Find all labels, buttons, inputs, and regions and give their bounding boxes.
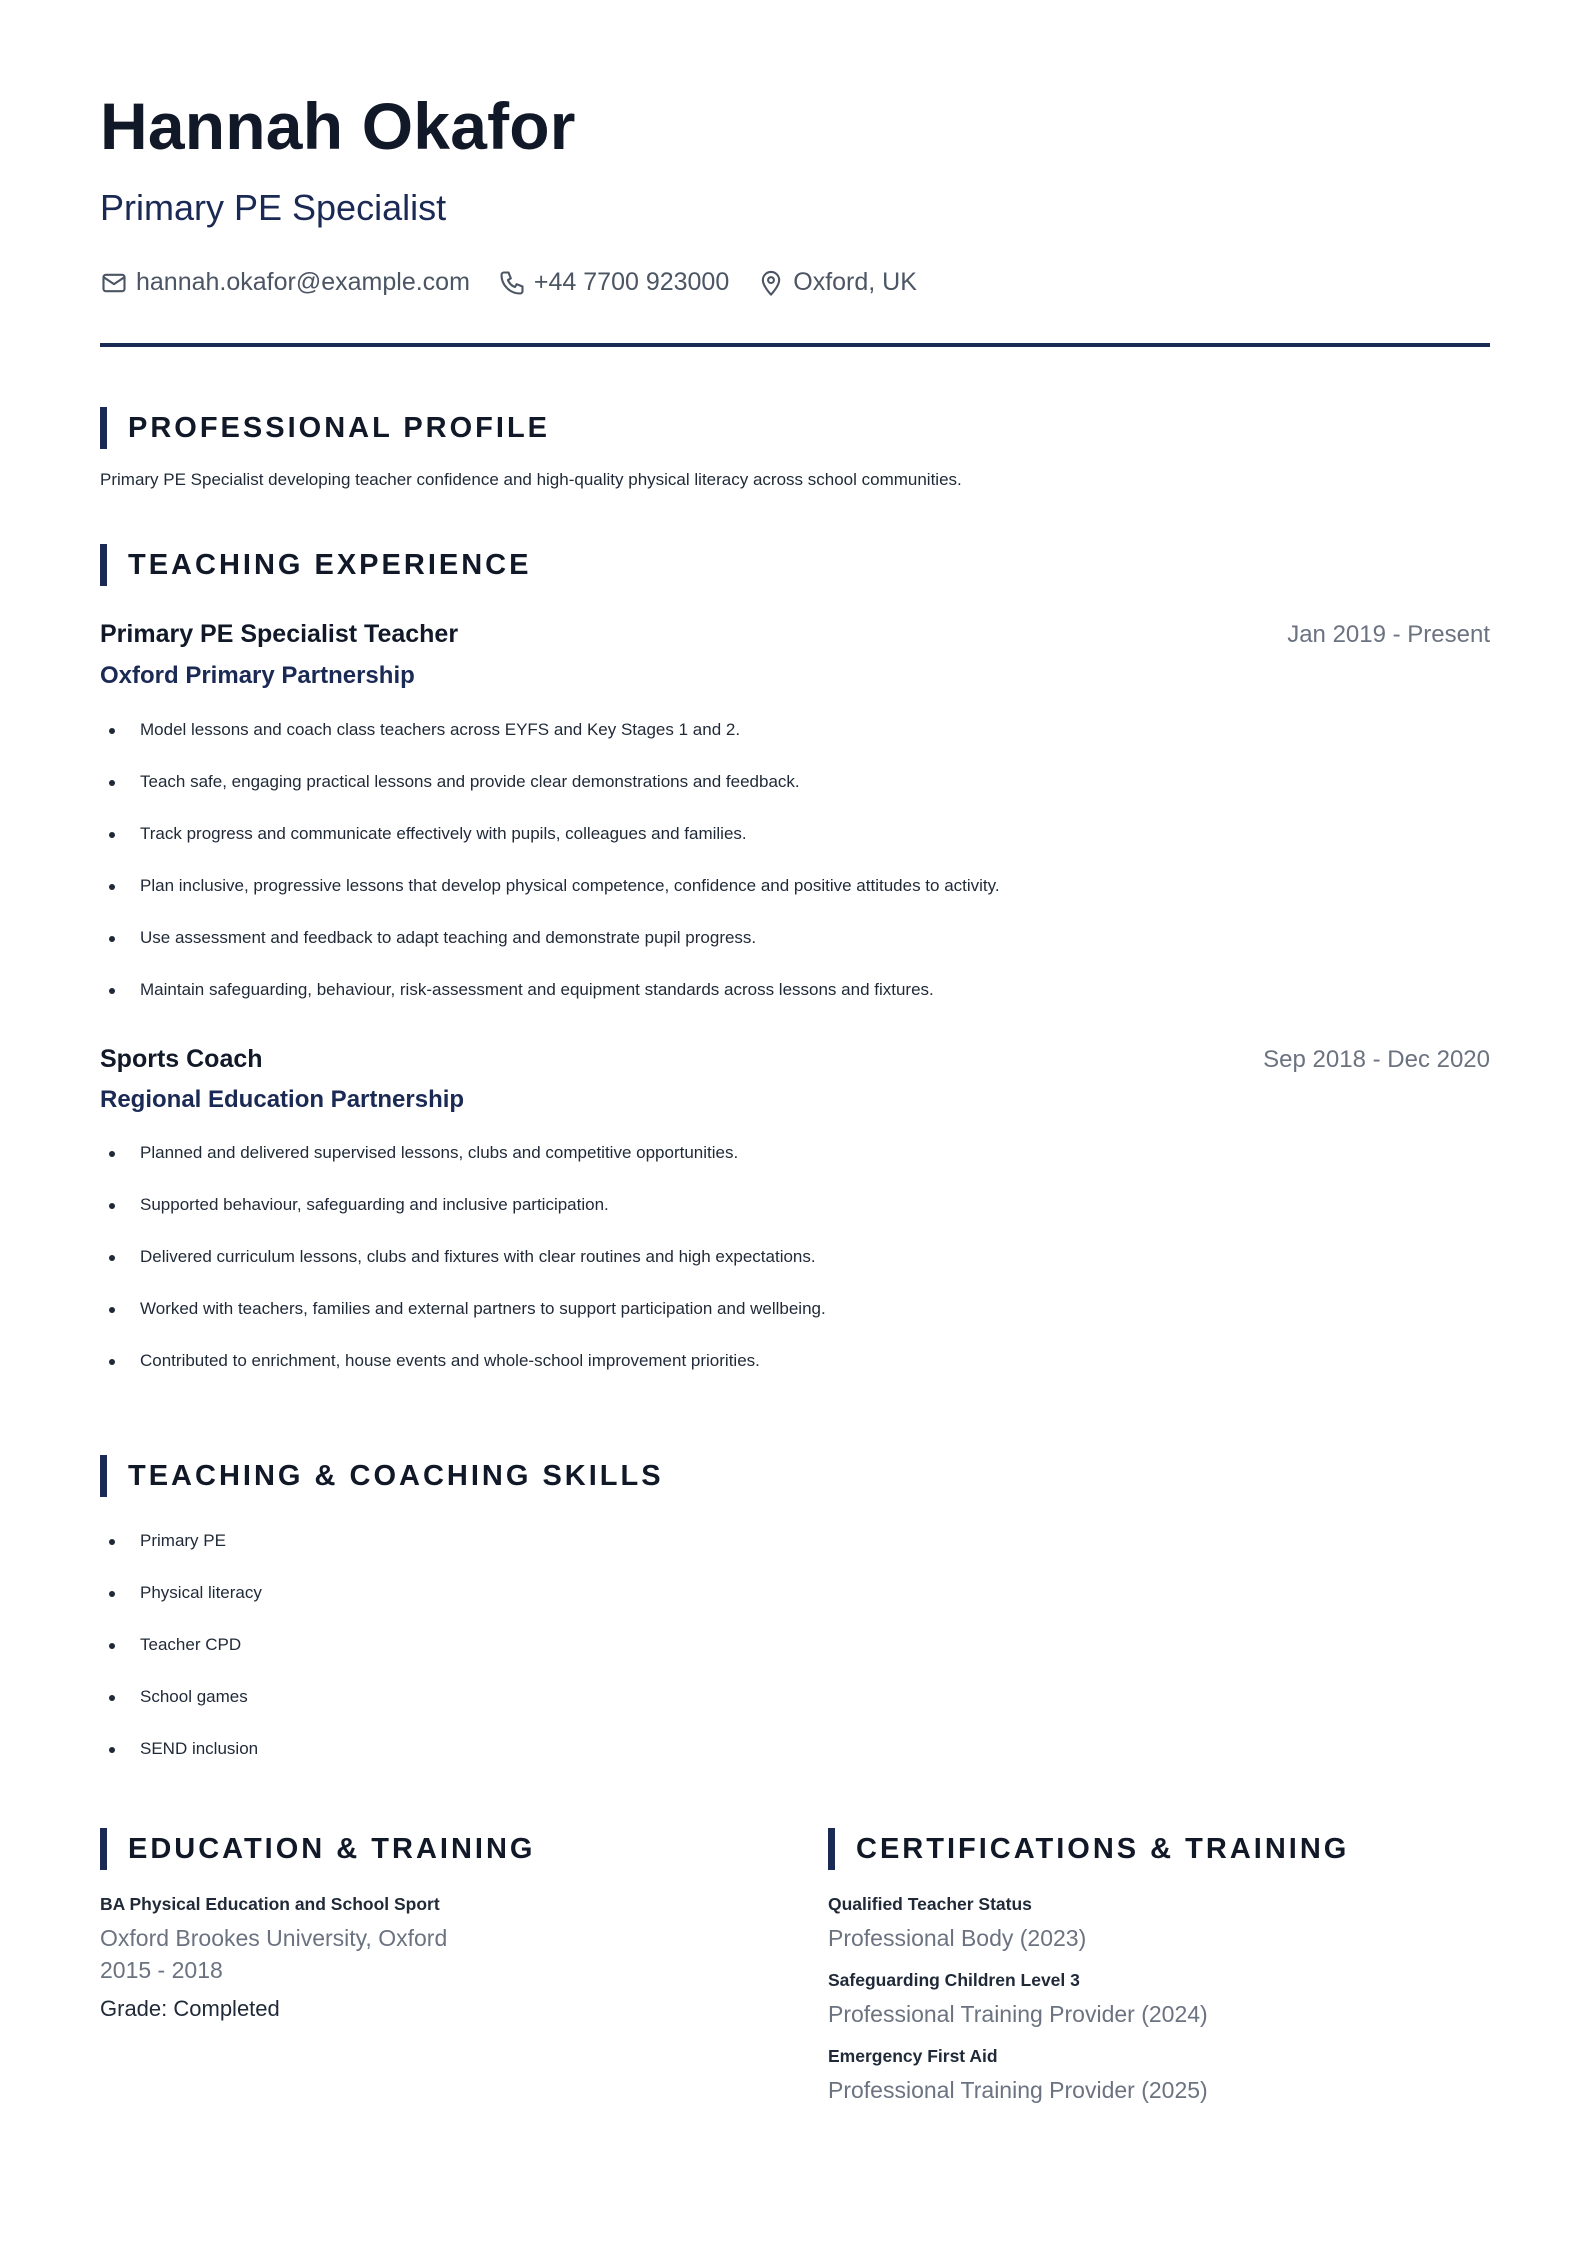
section-title: PROFESSIONAL PROFILE xyxy=(128,411,551,444)
education-years: 2015 - 2018 xyxy=(100,1957,223,1983)
job-title: Sports Coach xyxy=(100,1045,263,1073)
email-text: hannah.okafor@example.com xyxy=(136,268,470,296)
mail-icon xyxy=(100,269,128,297)
job-bullets xyxy=(100,1141,826,1401)
phone-icon xyxy=(498,269,526,297)
certification-name: Emergency First Aid xyxy=(828,2046,998,2066)
location-text: Oxford, UK xyxy=(793,268,917,296)
job-bullets xyxy=(100,718,1000,1030)
section-heading-experience xyxy=(100,544,531,586)
job-dates: Jan 2019 - Present xyxy=(1287,621,1490,648)
section-heading-certifications xyxy=(828,1828,1349,1870)
section-title: CERTIFICATIONS & TRAINING xyxy=(856,1832,1350,1865)
contact-phone[interactable] xyxy=(498,268,729,297)
section-title: EDUCATION & TRAINING xyxy=(128,1832,536,1865)
list-item: Worked with teachers, families and external partners to support participation and wellbeing. xyxy=(100,1297,826,1349)
profile-summary: Primary PE Specialist developing teacher confidence and high-quality physical literacy across school communities. xyxy=(100,470,962,489)
list-item: Teach safe, engaging practical lessons and provide clear demonstrations and feedback. xyxy=(100,770,1000,822)
contact-row xyxy=(100,268,945,297)
education-grade: Grade: Completed xyxy=(100,1996,280,2021)
section-title: TEACHING EXPERIENCE xyxy=(128,548,532,581)
list-item: Supported behaviour, safeguarding and inclusive participation. xyxy=(100,1193,826,1245)
certification-name: Qualified Teacher Status xyxy=(828,1894,1032,1914)
institution-name: Oxford Brookes University, Oxford xyxy=(100,1925,448,1951)
job-dates: Sep 2018 - Dec 2020 xyxy=(1263,1046,1490,1073)
section-accent-bar xyxy=(100,544,107,586)
certification-issuer: Professional Training Provider (2024) xyxy=(828,2001,1208,2027)
list-item: Use assessment and feedback to adapt teaching and demonstrate pupil progress. xyxy=(100,926,1000,978)
section-accent-bar xyxy=(828,1828,835,1870)
certification-name: Safeguarding Children Level 3 xyxy=(828,1970,1080,1990)
skills-list xyxy=(100,1529,262,1789)
phone-text: +44 7700 923000 xyxy=(533,268,730,296)
contact-email[interactable] xyxy=(100,268,470,297)
section-heading-profile xyxy=(100,407,550,449)
section-heading-education xyxy=(100,1828,535,1870)
certification-issuer: Professional Training Provider (2025) xyxy=(828,2077,1208,2103)
candidate-name: Hannah Okafor xyxy=(100,89,576,163)
list-item: Delivered curriculum lessons, clubs and fixtures with clear routines and high expectations. xyxy=(100,1245,826,1297)
list-item: Contributed to enrichment, house events and whole-school improvement priorities. xyxy=(100,1349,826,1401)
candidate-title: Primary PE Specialist xyxy=(100,187,447,228)
skill-item: SEND inclusion xyxy=(100,1737,262,1789)
degree-name: BA Physical Education and School Sport xyxy=(100,1894,440,1914)
section-accent-bar xyxy=(100,1828,107,1870)
skill-item: Physical literacy xyxy=(100,1581,262,1633)
job-title: Primary PE Specialist Teacher xyxy=(100,620,459,648)
list-item: Planned and delivered supervised lessons, clubs and competitive opportunities. xyxy=(100,1141,826,1193)
job-organization: Regional Education Partnership xyxy=(100,1086,465,1113)
section-accent-bar xyxy=(100,1455,107,1497)
header-divider xyxy=(100,343,1490,347)
skill-item: Teacher CPD xyxy=(100,1633,262,1685)
contact-location xyxy=(757,268,917,297)
list-item: Maintain safeguarding, behaviour, risk-assessment and equipment standards across lessons and fixtures. xyxy=(100,978,1000,1030)
list-item: Model lessons and coach class teachers across EYFS and Key Stages 1 and 2. xyxy=(100,718,1000,770)
certification-issuer: Professional Body (2023) xyxy=(828,1925,1087,1951)
section-heading-skills xyxy=(100,1455,664,1497)
job-organization: Oxford Primary Partnership xyxy=(100,662,415,689)
section-accent-bar xyxy=(100,407,107,449)
skill-item: School games xyxy=(100,1685,262,1737)
list-item: Plan inclusive, progressive lessons that develop physical competence, confidence and positive attitudes to activity. xyxy=(100,874,1000,926)
map-pin-icon xyxy=(757,269,785,297)
section-title: TEACHING & COACHING SKILLS xyxy=(128,1459,664,1492)
list-item: Track progress and communicate effectively with pupils, colleagues and families. xyxy=(100,822,1000,874)
skill-item: Primary PE xyxy=(100,1529,262,1581)
